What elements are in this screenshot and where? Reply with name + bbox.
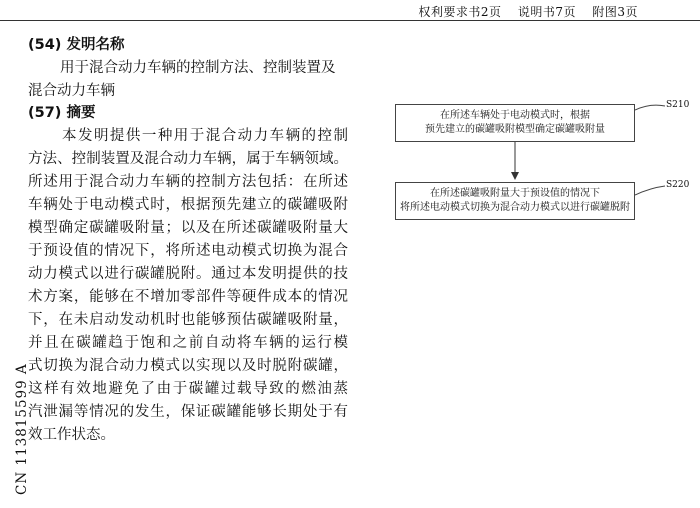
description-page-count: 说明书7页 xyxy=(517,5,577,19)
abstract-line: 车辆处于电动模式时，根据预先建立的碳罐吸附 xyxy=(28,197,348,213)
flow-step-text: 预先建立的碳罐吸附模型确定碳罐吸附量 xyxy=(425,124,605,135)
flow-step-text: 将所述电动模式切换为混合动力模式以进行碳罐脱附 xyxy=(400,202,630,213)
invention-title-line: 混合动力车辆 xyxy=(28,83,115,99)
invention-title-heading: (54) 发明名称 xyxy=(28,37,125,53)
abstract-line: 汽泄漏等情况的发生，保证碳罐能够长期处于有 xyxy=(28,404,348,420)
flow-step-text: 在所述车辆处于电动模式时，根据 xyxy=(440,110,590,121)
abstract-heading: (57) 摘要 xyxy=(28,105,96,121)
publication-number: CN 113815599 A xyxy=(14,363,30,495)
step-leader-line xyxy=(635,186,665,195)
abstract-line: 术方案，能够在不增加零部件等硬件成本的情况 xyxy=(28,289,348,305)
step-leader-line xyxy=(635,105,665,110)
abstract-line: 本发明提供一种用于混合动力车辆的控制 xyxy=(62,128,348,144)
abstract-line: 效工作状态。 xyxy=(28,427,115,443)
abstract-line: 并且在碳罐趋于饱和之前自动将车辆的运行模 xyxy=(28,335,348,351)
drawings-page-count: 附图3页 xyxy=(592,5,638,19)
abstract-line: 所述用于混合动力车辆的控制方法包括：在所述 xyxy=(28,174,348,190)
flow-step-text: 在所述碳罐吸附量大于预设值的情况下 xyxy=(430,188,600,199)
abstract-line: 动力模式以进行碳罐脱附。通过本发明提供的技 xyxy=(28,266,348,282)
abstract-line: 下，在未启动发动机时也能够预估碳罐吸附量， xyxy=(28,312,348,328)
flow-step-label: S210 xyxy=(666,100,690,110)
abstract-line: 模型确定碳罐吸附量；以及在所述碳罐吸附量大 xyxy=(28,220,348,236)
abstract-line: 方法、控制装置及混合动力车辆，属于车辆领域。 xyxy=(28,151,348,167)
invention-title-line: 用于混合动力车辆的控制方法、控制装置及 xyxy=(60,60,336,76)
flow-step-box xyxy=(395,104,635,142)
abstract-line: 这样有效地避免了由于碳罐过载导致的燃油蒸 xyxy=(28,381,348,397)
flow-step-label: S220 xyxy=(666,180,690,190)
abstract-line: 于预设值的情况下，将所述电动模式切换为混合 xyxy=(28,243,348,259)
flow-step-box xyxy=(395,182,635,220)
claims-page-count: 权利要求书2页 xyxy=(418,5,502,19)
abstract-line: 式切换为混合动力模式以实现以及时脱附碳罐， xyxy=(28,358,348,374)
